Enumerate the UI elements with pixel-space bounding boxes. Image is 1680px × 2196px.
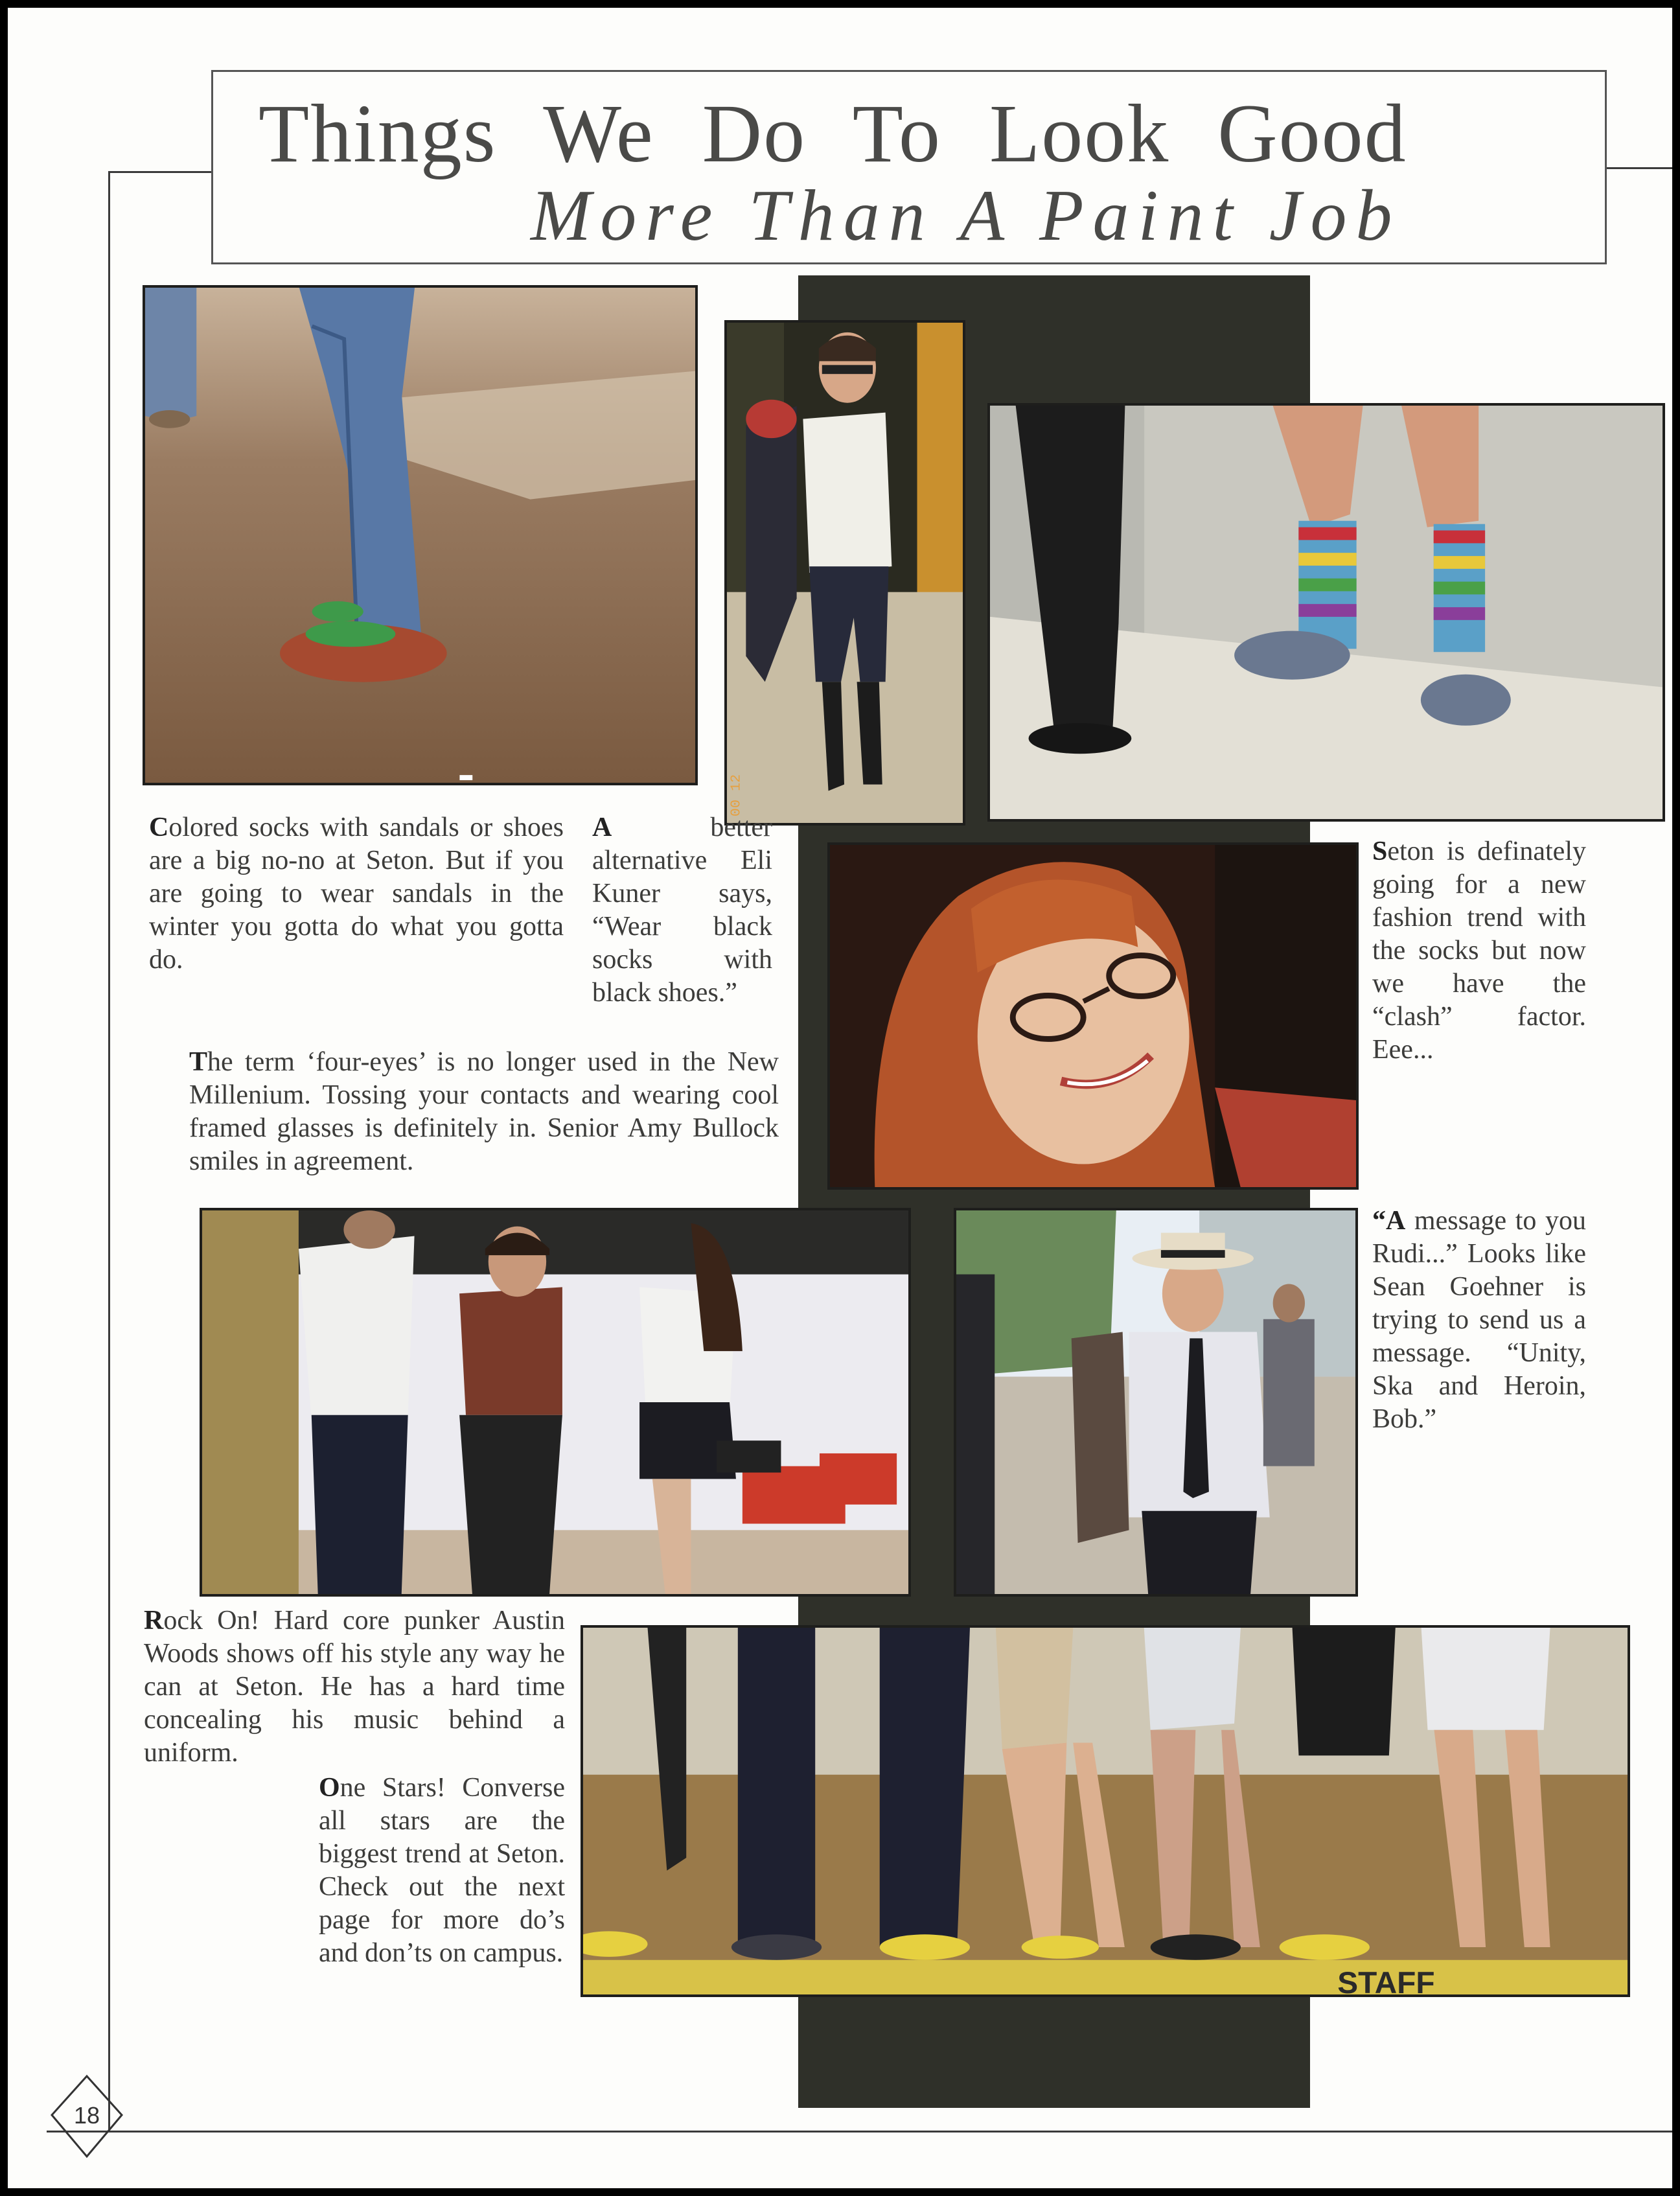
photo-girl-glasses xyxy=(827,842,1359,1190)
page-number-badge xyxy=(48,2074,126,2164)
caption-four-eyes: The term ‘four-eyes’ is no longer used in the New Millenium. Tossing your contacts and wearing cool framed glasses is definitely in. Senior Amy Bullock smiles in agreement. xyxy=(189,1047,779,1176)
photo-sandals xyxy=(143,285,698,785)
title-box xyxy=(211,70,1607,264)
photo-converse-lineup xyxy=(581,1625,1630,1997)
caption-message-rudi: “A message to you Rudi...” Looks like Sean Goehner is trying to send us a message. “Unity, Ska and Heroin, Bob.” xyxy=(1372,1206,1586,1434)
caption-one-stars: One Stars! Converse all stars are the biggest trend at Seton. Check out the next page for more do’s and don’ts on campus. xyxy=(319,1773,565,1968)
page-subtitle: More Than A Paint Job xyxy=(531,176,1401,256)
page-number: 18 xyxy=(73,2102,100,2129)
photo-punker-group xyxy=(200,1208,911,1597)
frame-rule-left xyxy=(108,171,110,2131)
caption-better-alternative: A better alternative Eli Kuner says, “Wear black socks with black shoes.” xyxy=(592,813,772,1008)
photo-date-stamp: 00 12 xyxy=(728,774,744,817)
yearbook-page xyxy=(8,8,1672,2188)
caption-seton-trend: Seton is definately going for a new fashion trend with the socks but now we have the “clash” factor. Eee... xyxy=(1372,837,1586,1065)
wall-text: STAFF xyxy=(1337,1966,1435,1994)
photo-rainbow-socks xyxy=(987,403,1665,822)
frame-rule-bottom xyxy=(108,2131,1672,2132)
frame-rule-top-left xyxy=(108,171,212,173)
caption-rock-on: Rock On! Hard core punker Austin Woods shows off his style any way he can at Seton. He has a hard time concealing his music behind a uniform. xyxy=(144,1606,565,1768)
page-title: Things We Do To Look Good xyxy=(259,87,1407,179)
photo-boy-in-hall xyxy=(724,320,965,826)
photo-sean-hat xyxy=(954,1208,1358,1597)
frame-rule-top-right xyxy=(1607,167,1672,169)
caption-sandals: Colored socks with sandals or shoes are a big no-no at Seton. But if you are going to wear sandals in the winter you gotta do what you gotta do. xyxy=(149,813,564,975)
